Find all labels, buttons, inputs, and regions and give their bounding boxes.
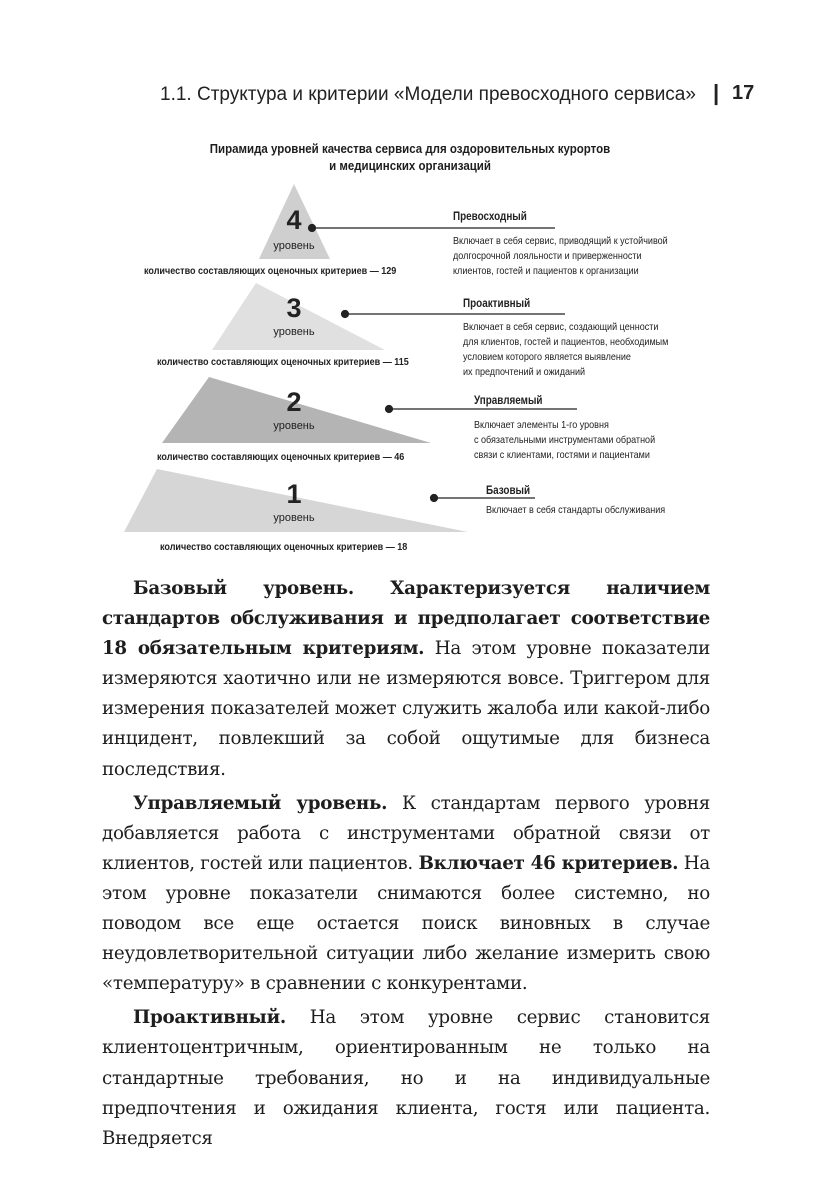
paragraph-managed-bold: Управляемый уровень.: [133, 792, 388, 814]
level-3-desc-line: условием которого является выявление: [463, 351, 631, 363]
paragraph-basic-text: На этом уровне показатели измеряются хаотично или не измеряются вовсе. Триггером для измерения показателей может служить жалоба или какой-либо инцидент, повлекший за собой ощутимые для бизнеса последствия.: [102, 638, 710, 780]
level-4-number: 4: [286, 205, 302, 235]
paragraph-basic: [102, 574, 710, 785]
level-4-description: [453, 234, 720, 279]
level-1-description: [486, 503, 735, 518]
level-4-desc-line: Включает в себя сервис, приводящий к устойчивой: [453, 235, 668, 247]
level-3-number: 3: [286, 293, 302, 323]
level-2-description: [474, 418, 723, 463]
level-1-criteria: количество составляющих оценочных критериев — 18: [160, 541, 408, 553]
level-3-criteria: количество составляющих оценочных критериев — 115: [157, 356, 409, 368]
level-3-name: Проактивный: [463, 298, 531, 310]
level-4-word: уровень: [273, 240, 315, 252]
chapter-title: 1.1. Структура и критерии «Модели превосходного сервиса»: [160, 84, 696, 105]
level-1-name: Базовый: [486, 485, 531, 497]
paragraph-proactive: [102, 1003, 710, 1153]
level-4-desc-line: клиентов, гостей и пациентов к организации: [453, 265, 639, 277]
level-2-name: Управляемый: [474, 395, 543, 407]
paragraph-managed-text-2: На этом уровне показатели снимаются более системно, но поводом все еще остается поиск виновных в случае неудовлетворительной ситуации либо желание измерить свою «температуру» в сравнении с конкурентами.: [102, 852, 710, 995]
level-1-number: 1: [286, 479, 302, 509]
paragraph-managed-bold-2: Включает 46 критериев.: [418, 852, 679, 874]
level-2-criteria: количество составляющих оценочных критериев — 46: [157, 451, 405, 463]
figure-title-line-1: Пирамида уровней качества сервиса для оздоровительных курортов: [209, 142, 611, 156]
level-4-name: Превосходный: [453, 211, 527, 223]
body-text: [102, 574, 710, 1158]
level-3-desc-line: Включает в себя сервис, создающий ценности: [463, 321, 659, 333]
level-3-desc-line: для клиентов, гостей и пациентов, необходимым: [463, 336, 669, 348]
paragraph-proactive-bold: Проактивный.: [133, 1007, 286, 1029]
level-3-word: уровень: [273, 326, 315, 338]
level-4-desc-line: долгосрочной лояльности и приверженности: [453, 250, 642, 262]
level-1-word: уровень: [273, 512, 315, 524]
figure-title-line-2: и медицинских организаций: [329, 159, 491, 173]
paragraph-managed: [102, 789, 710, 1000]
level-3-description: [463, 320, 730, 380]
page-number: 17: [732, 82, 755, 104]
paragraph-proactive-text: На этом уровне сервис становится клиентоцентричным, ориентированным не только на стандартные требования, но и на индивидуальные предпочтения и ожидания клиента, гостя или пациента. Внедряется: [102, 1007, 710, 1149]
level-2-number: 2: [286, 387, 302, 417]
level-2-desc-line: Включает элементы 1-го уровня: [474, 419, 609, 431]
level-2-word: уровень: [273, 420, 315, 432]
level-2-desc-line: связи с клиентами, гостями и пациентами: [474, 449, 650, 461]
level-3-desc-line: их предпочтений и ожиданий: [463, 366, 586, 378]
leader-dot-3: [342, 311, 349, 318]
paragraph-managed-text: К стандартам первого уровня добавляется работа с инструментами обратной связи от клиентов, гостей или пациентов.: [102, 792, 710, 874]
level-1-desc-line: Включает в себя стандарты обслуживания: [486, 504, 666, 516]
pyramid-diagram: [0, 0, 817, 570]
level-2-desc-line: с обязательными инструментами обратной: [474, 434, 656, 446]
leader-dot-1: [431, 495, 438, 502]
header-separator: |: [713, 80, 720, 105]
paragraph-basic-bold: Базовый уровень. Характеризуется наличием стандартов обслуживания и предполагает соответствие 18 обязательным критериям.: [102, 578, 710, 660]
level-4-criteria: количество составляющих оценочных критериев — 129: [144, 265, 397, 277]
leader-dot-2: [386, 406, 393, 413]
